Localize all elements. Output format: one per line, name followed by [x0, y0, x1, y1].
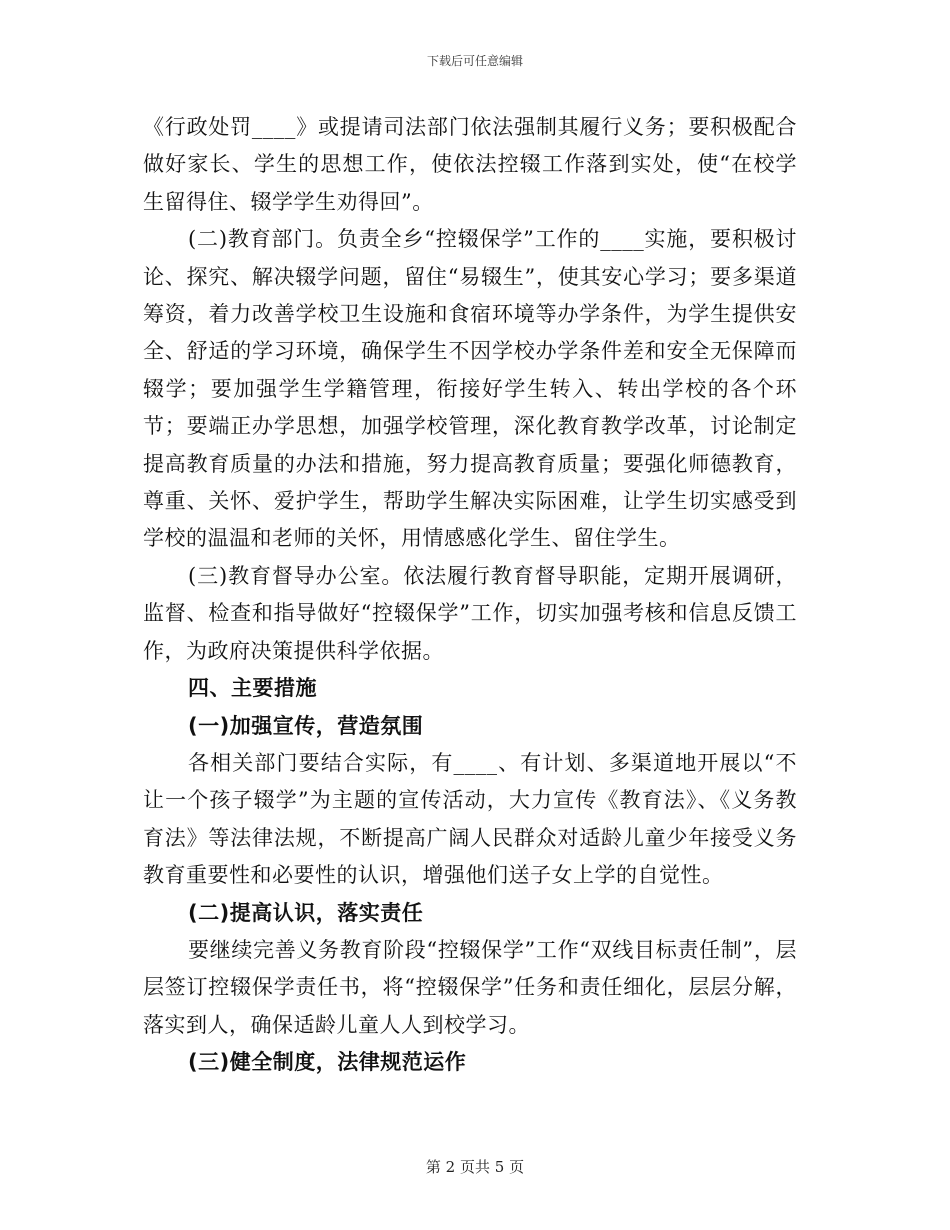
section-heading-main-measures: 四、主要措施	[188, 676, 317, 701]
paragraph-supervision-office: (三)教育督导办公室。依法履行教育督导职能，定期开展调研，监督、检查和指导做好“控辍保学”工作，切实加强考核和信息反馈工作，为政府决策提供科学依据。	[143, 563, 797, 663]
subheading-publicity: (一)加强宣传，营造氛围	[188, 713, 424, 738]
subheading-institutions: (三)健全制度，法律规范运作	[188, 1050, 467, 1075]
document-body	[143, 109, 797, 1082]
paragraph-publicity: 各相关部门要结合实际，有____、有计划、多渠道地开展以“不让一个孩子辍学”为主题的宣传活动，大力宣传《教育法》、《义务教育法》等法律法规，不断提高广阔人民群众对适龄儿童少年接受义务教育重要性和必要性的认识，增强他们送子女上学的自觉性。	[143, 750, 797, 888]
paragraph-responsibility: 要继续完善义务教育阶段“控辍保学”工作“双线目标责任制”，层层签订控辍保学责任书，将“控辍保学”任务和责任细化，层层分解，落实到人，确保适龄儿童人人到校学习。	[143, 937, 797, 1037]
subheading-responsibility: (二)提高认识，落实责任	[188, 900, 424, 925]
page-header: 下载后可任意编辑	[426, 54, 523, 68]
paragraph-education-department: (二)教育部门。负责全乡“控辍保学”工作的____实施，要积极讨论、探究、解决辍学问题，留住“易辍生”，使其安心学习；要多渠道筹资，着力改善学校卫生设施和食宿环境等办学条件，为学生提供安全、舒适的学习环境，确保学生不因学校办学条件差和安全无保障而辍学；要加强学生学籍管理，衔接好学生转入、转出学校的各个环节；要端正办学思想，加强学校管理，深化教育教学改革，讨论制定提高教育质量的办法和措施，努力提高教育质量；要强化师德教育，尊重、关怀、爱护学生，帮助学生解决实际困难，让学生切实感受到学校的温温和老师的关怀，用情感感化学生、留住学生。	[143, 227, 797, 551]
page-footer: 第 2 页共 5 页	[425, 1158, 525, 1176]
paragraph-continuation: 《行政处罚____》或提请司法部门依法强制其履行义务；要积极配合做好家长、学生的思想工作，使依法控辍工作落到实处，使“在校学生留得住、辍学学生劝得回”。	[143, 115, 797, 214]
